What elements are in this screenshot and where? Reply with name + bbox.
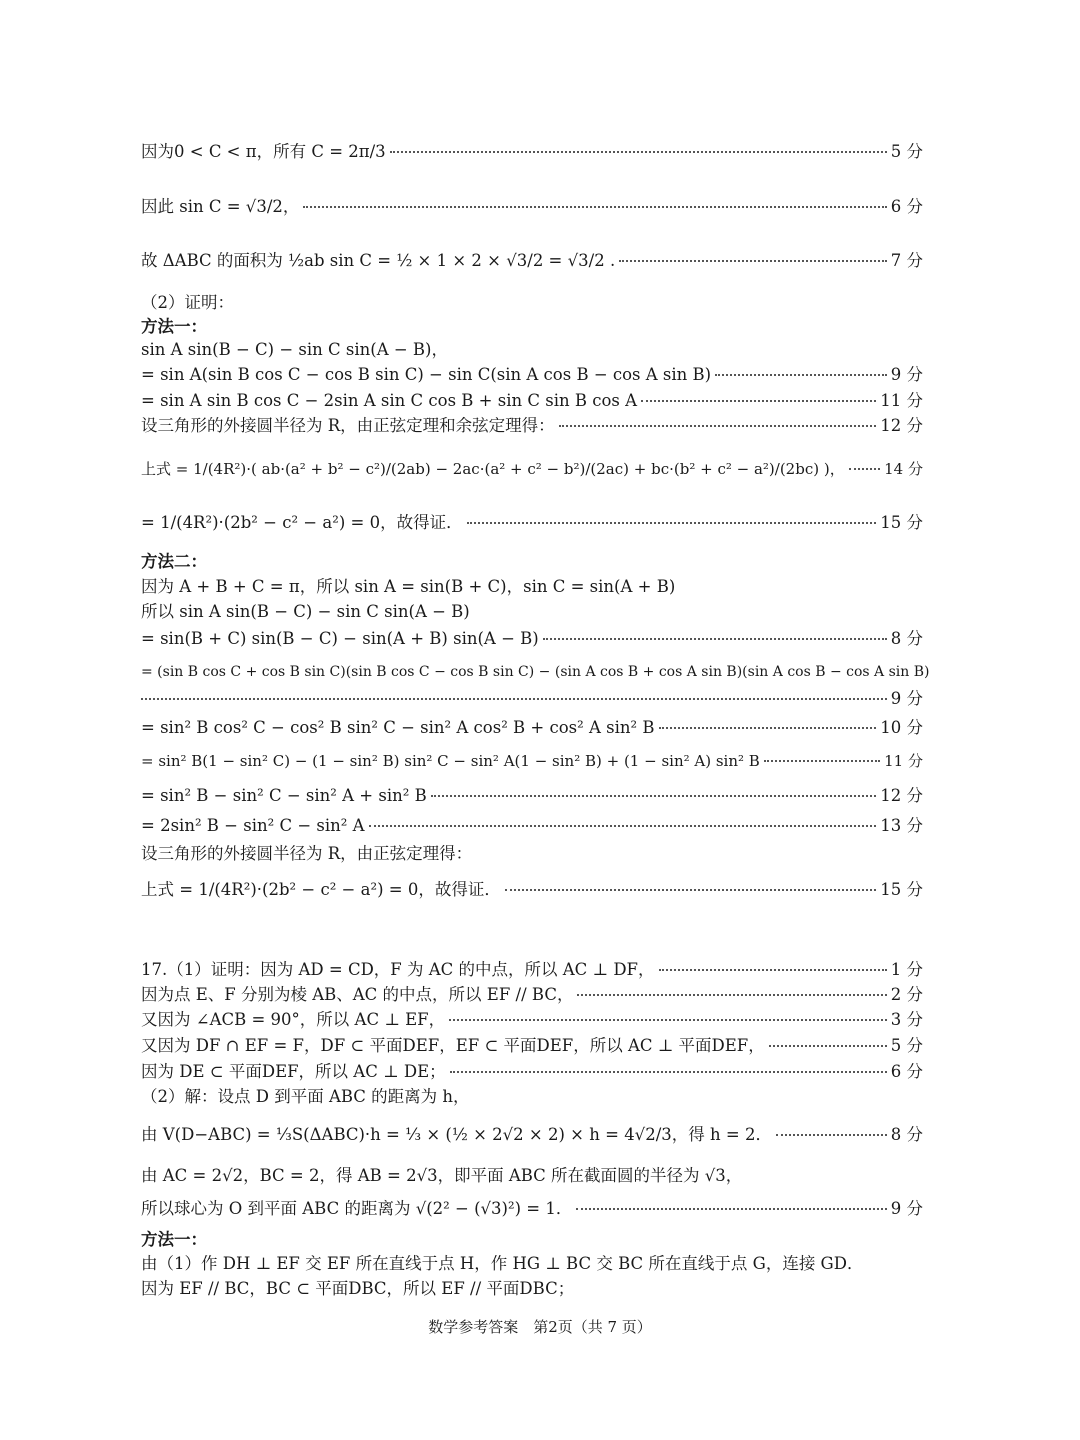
answer-line (141, 959, 923, 981)
answer-line (141, 879, 923, 901)
answer-line (141, 1061, 923, 1083)
answer-line (141, 339, 923, 361)
line-text: 又因为 DF ∩ EF = F，DF ⊂ 平面DEF，EF ⊂ 平面DEF，所以 AC ⊥ 平面DEF， (141, 1036, 765, 1055)
score-label: 9 分 (890, 1199, 923, 1218)
score-label: 14 分 (884, 460, 923, 478)
answer-line (141, 512, 923, 534)
answer-line (141, 1086, 923, 1108)
dot-leader (390, 150, 887, 153)
answer-line (141, 390, 923, 412)
answer-line (141, 1278, 923, 1300)
score-label: 6 分 (890, 197, 923, 216)
part2-heading: （2）证明： (141, 293, 234, 312)
line-text: = (sin B cos C + cos B sin C)(sin B cos C − cos B sin C) − (sin A cos B + cos A sin B)(sin A cos B − cos A sin B) (141, 664, 930, 680)
answer-line (141, 576, 923, 598)
answer-line (141, 628, 923, 650)
method-heading (141, 316, 923, 338)
score-label: 5 分 (890, 1036, 923, 1055)
line-text: 因此 sin C = √3/2， (141, 197, 300, 216)
score-label: 11 分 (884, 752, 923, 770)
answer-line (141, 750, 923, 772)
line-text: 因为点 E、F 分别为棱 AB、AC 的中点，所以 EF // BC， (141, 985, 574, 1004)
line-text: 17.（1）证明：因为 AD = CD，F 为 AC 的中点，所以 AC ⊥ DF， (141, 960, 655, 979)
score-label: 15 分 (880, 880, 923, 899)
score-label: 7 分 (890, 251, 923, 270)
answer-line (141, 661, 949, 683)
score-label: 2 分 (890, 985, 923, 1004)
dot-leader (659, 968, 887, 971)
score-label: 1 分 (890, 960, 923, 979)
line-text: （2）解：设点 D 到平面 ABC 的距离为 h， (141, 1087, 470, 1106)
method1-title: 方法一： (141, 317, 207, 336)
dot-leader (764, 759, 880, 762)
line-text: = 1/(4R²)·(2b² − c² − a²) = 0，故得证． (141, 513, 463, 532)
answer-line (141, 785, 923, 807)
line-text: 设三角形的外接圆半径为 R，由正弦定理得： (141, 844, 473, 863)
dot-leader (849, 467, 880, 470)
score-label: 13 分 (880, 816, 923, 835)
answer-line (141, 458, 923, 480)
answer-line (141, 1035, 923, 1057)
method-heading (141, 551, 923, 573)
dot-leader (769, 1044, 887, 1047)
score-label: 10 分 (880, 718, 923, 737)
line-text: 所以球心为 O 到平面 ABC 的距离为 √(2² − (√3)²) = 1． (141, 1199, 573, 1218)
page-footer: 数学参考答案 第2页（共 7 页） (428, 1318, 652, 1336)
line-text: 由 V(D−ABC) = ⅓S(ΔABC)·h = ⅓ × (½ × 2√2 × 2) × h = 4√2/3，得 h = 2． (141, 1125, 772, 1144)
score-label: 11 分 (880, 391, 923, 410)
line-text: sin A sin(B − C) − sin C sin(A − B)， (141, 340, 448, 359)
dot-leader (505, 888, 876, 891)
dot-leader (369, 824, 877, 827)
dot-leader (450, 1070, 887, 1073)
dot-leader (641, 399, 876, 402)
score-label: 5 分 (890, 142, 923, 161)
dot-leader (559, 424, 877, 427)
line-text: = sin² B(1 − sin² C) − (1 − sin² B) sin² C − sin² A(1 − sin² B) + (1 − sin² A) sin² B (141, 752, 760, 770)
dot-leader (619, 259, 887, 262)
answer-line (141, 196, 923, 218)
line-text: = 2sin² B − sin² C − sin² A (141, 816, 365, 835)
score-label: 12 分 (880, 786, 923, 805)
answer-line (141, 415, 923, 437)
dot-leader (431, 794, 877, 797)
answer-line (141, 815, 923, 837)
score-label: 15 分 (880, 513, 923, 532)
answer-line (141, 717, 923, 739)
dot-leader (543, 637, 887, 640)
dot-leader (303, 205, 886, 208)
answer-line (141, 688, 923, 710)
line-text: 因为 EF // BC，BC ⊂ 平面DBC，所以 EF // 平面DBC； (141, 1279, 575, 1298)
answer-line (141, 1198, 923, 1220)
answer-line (141, 601, 923, 623)
answer-line (141, 250, 923, 272)
line-text: 上式 = 1/(4R²)·( ab·(a² + b² − c²)/(2ab) − 2ac·(a² + c² − b²)/(2ac) + bc·(b² + c² − a²)/(2bc) )， (141, 460, 845, 478)
score-label: 8 分 (890, 629, 923, 648)
dot-leader (141, 697, 887, 700)
section-heading (141, 292, 923, 314)
line-text: 又因为 ∠ACB = 90°，所以 AC ⊥ EF， (141, 1010, 446, 1029)
answer-line (141, 1124, 923, 1146)
answer-line (141, 141, 923, 163)
score-label: 6 分 (890, 1062, 923, 1081)
line-text: = sin² B − sin² C − sin² A + sin² B (141, 786, 427, 805)
score-label: 9 分 (890, 365, 923, 384)
dot-leader (467, 521, 877, 524)
answer-line (141, 1165, 923, 1187)
dot-leader (449, 1018, 887, 1021)
score-label: 8 分 (890, 1125, 923, 1144)
dot-leader (776, 1133, 887, 1136)
line-text: = sin² B cos² C − cos² B sin² C − sin² A cos² B + cos² A sin² B (141, 718, 655, 737)
line-text: 因为0 < C < π，所有 C = 2π/3 (141, 142, 386, 161)
score-label: 3 分 (890, 1010, 923, 1029)
score-label: 12 分 (880, 416, 923, 435)
line-text: 因为 A + B + C = π，所以 sin A = sin(B + C)，sin C = sin(A + B) (141, 577, 676, 596)
line-text: = sin A(sin B cos C − cos B sin C) − sin C(sin A cos B − cos A sin B) (141, 365, 712, 384)
dot-leader (715, 373, 887, 376)
line-text: 设三角形的外接圆半径为 R，由正弦定理和余弦定理得： (141, 416, 555, 435)
answer-line (141, 1009, 923, 1031)
line-text: 因为 DE ⊂ 平面DEF，所以 AC ⊥ DE； (141, 1062, 446, 1081)
q17-method1-title: 方法一： (141, 1230, 207, 1249)
line-text: 由（1）作 DH ⊥ EF 交 EF 所在直线于点 H，作 HG ⊥ BC 交 BC 所在直线于点 G，连接 GD． (141, 1254, 864, 1273)
answer-line (141, 984, 923, 1006)
dot-leader (577, 993, 886, 996)
line-text: 所以 sin A sin(B − C) − sin C sin(A − B) (141, 602, 470, 621)
line-text: 由 AC = 2√2，BC = 2，得 AB = 2√3，即平面 ABC 所在截面圆的半径为 √3， (141, 1166, 743, 1185)
answer-line (141, 843, 923, 865)
line-text: = sin(B + C) sin(B − C) − sin(A + B) sin(A − B) (141, 629, 539, 648)
score-label: 9 分 (890, 689, 923, 708)
line-text: 故 ΔABC 的面积为 ½ab sin C = ½ × 1 × 2 × √3/2 = √3/2 . (141, 251, 616, 270)
line-text: 上式 = 1/(4R²)·(2b² − c² − a²) = 0，故得证． (141, 880, 501, 899)
method2-title: 方法二： (141, 552, 207, 571)
dot-leader (659, 726, 877, 729)
line-text: = sin A sin B cos C − 2sin A sin C cos B + sin C sin B cos A (141, 391, 638, 410)
dot-leader (576, 1207, 886, 1210)
answer-line (141, 364, 923, 386)
method-heading (141, 1229, 923, 1251)
answer-line (141, 1253, 949, 1275)
